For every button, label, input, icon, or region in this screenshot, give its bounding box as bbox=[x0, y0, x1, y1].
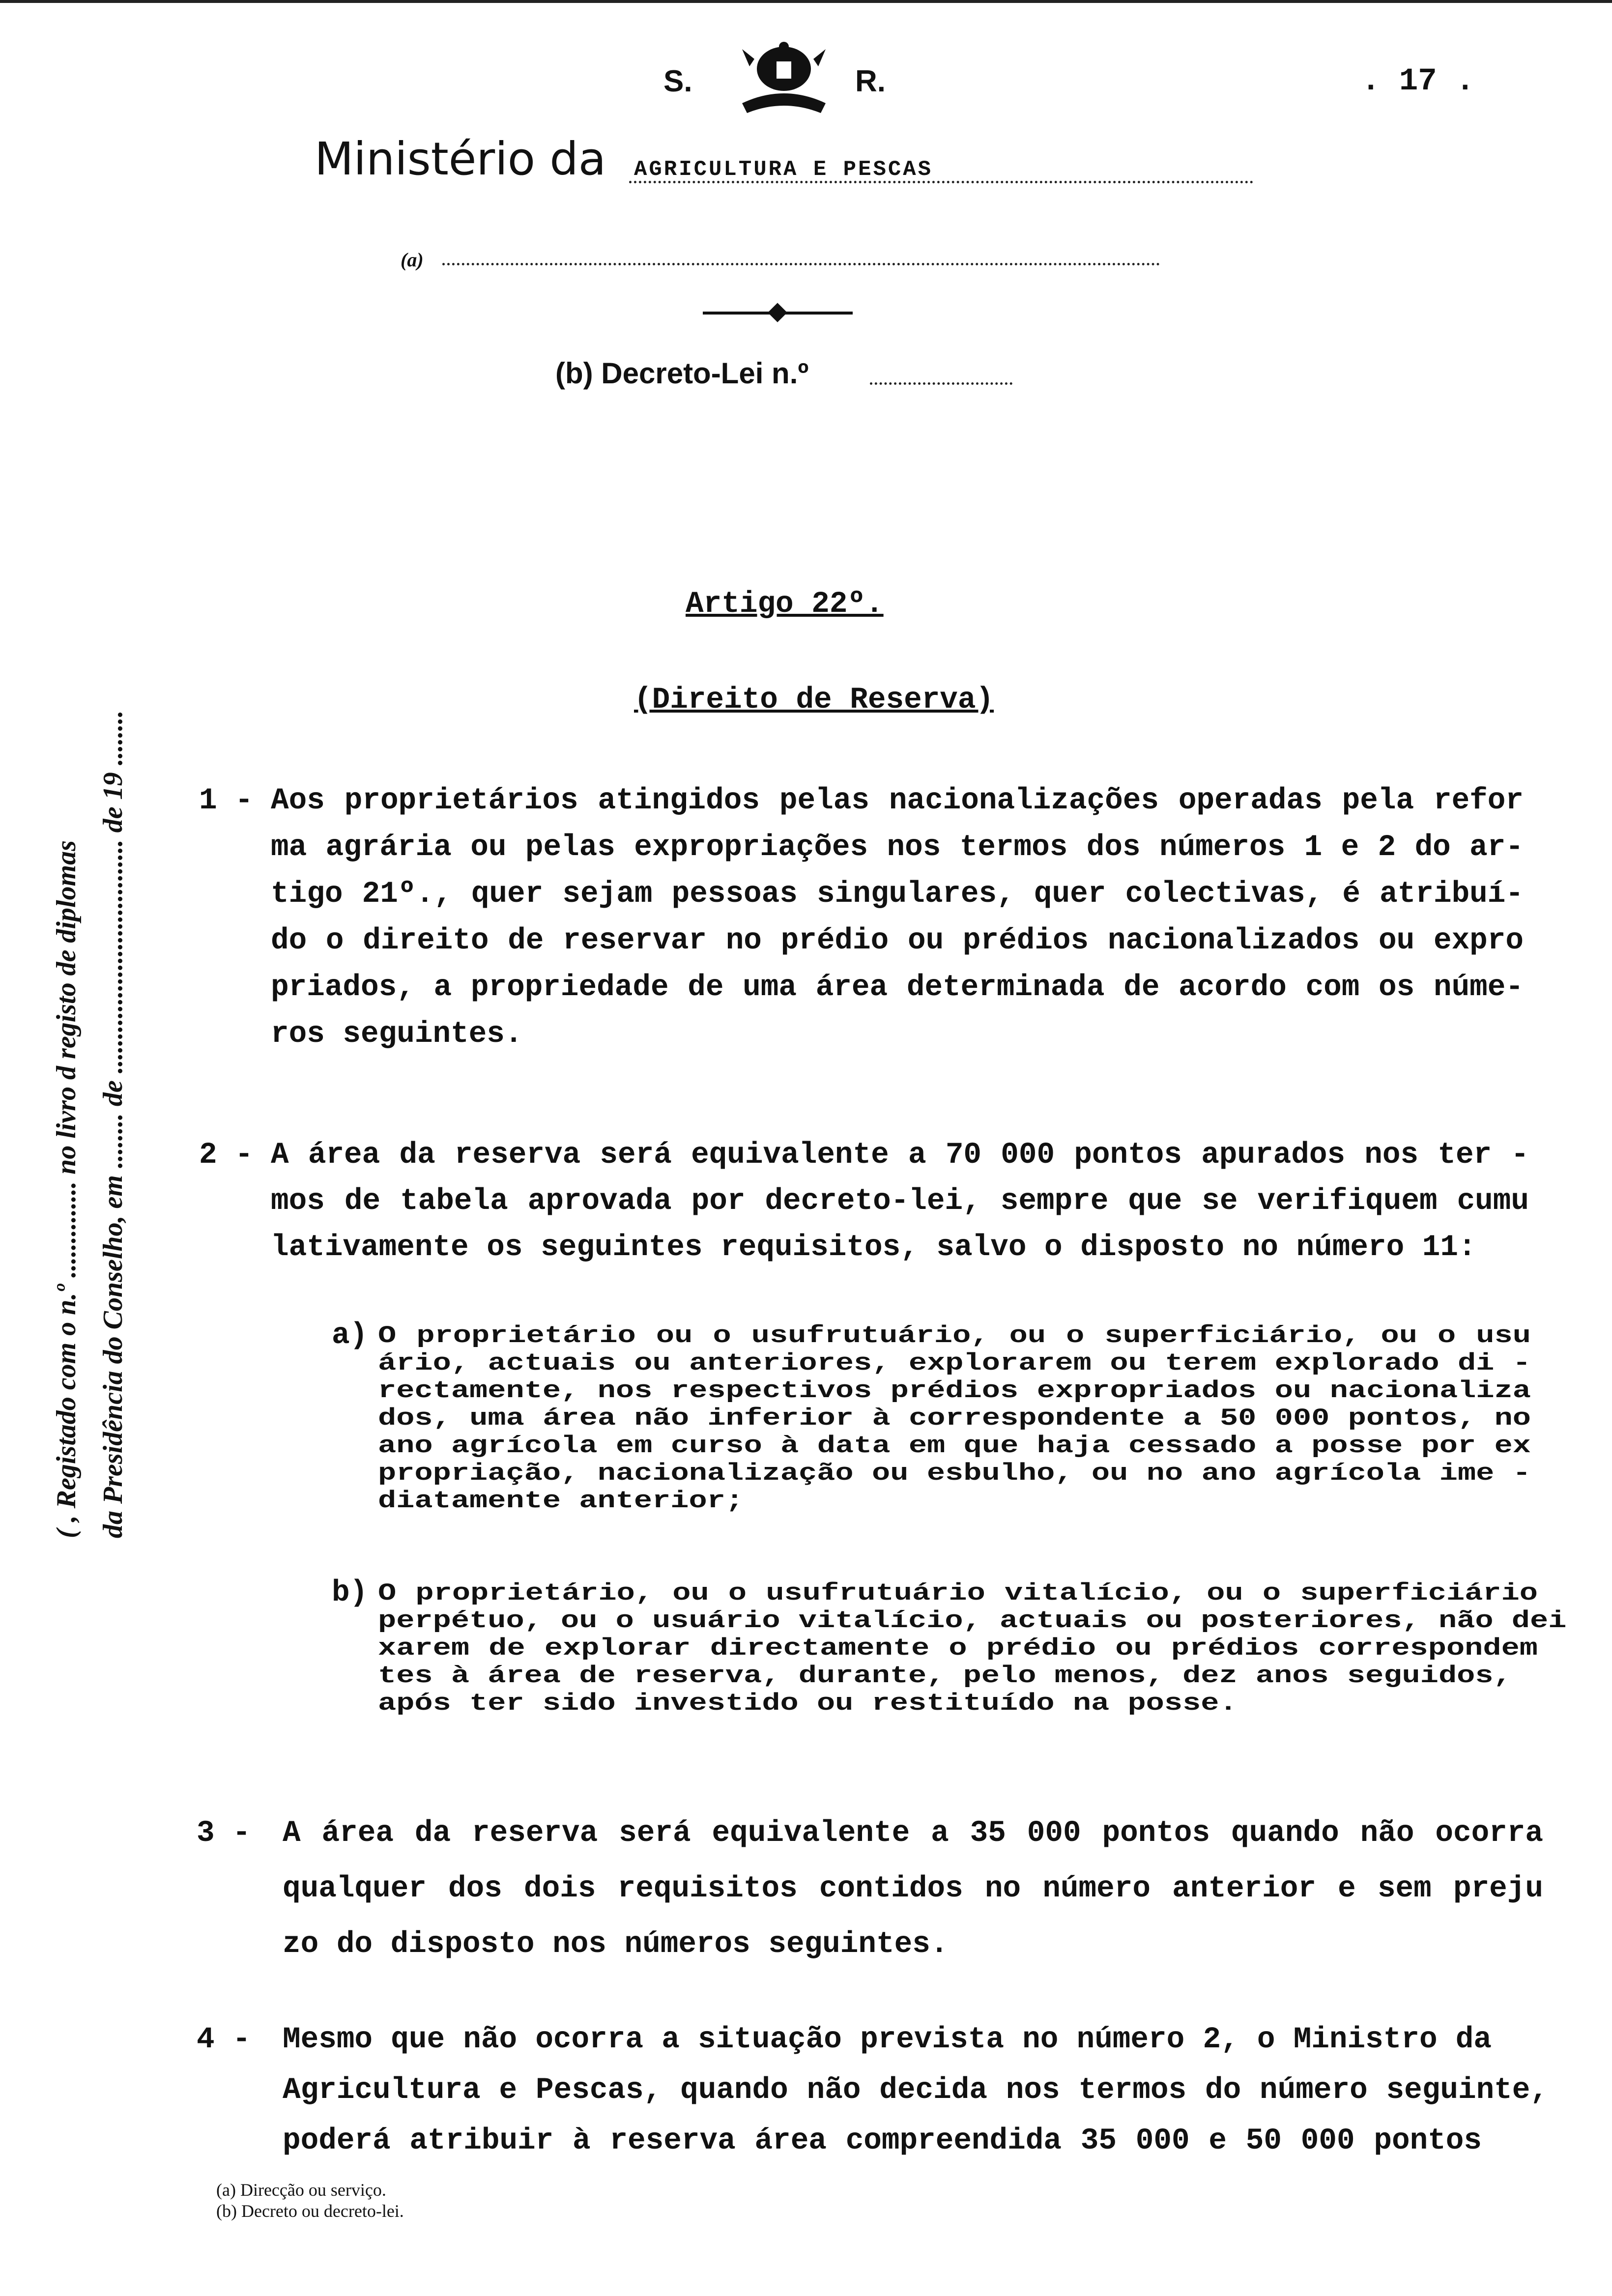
paragraph-number: 4 - bbox=[197, 2023, 251, 2057]
page-number: . 17 . bbox=[1361, 64, 1475, 99]
text-line: O proprietário ou o usufrutuário, ou o superficiário, ou o usu bbox=[378, 1321, 1531, 1349]
text-line: propriação, nacionalização ou esbulho, ou no ano agrícola ime - bbox=[378, 1459, 1531, 1487]
header-left-letter: S. bbox=[663, 64, 692, 98]
text-line: diatamente anterior; bbox=[378, 1487, 744, 1515]
text-line: após ter sido investido ou restituído na posse. bbox=[378, 1689, 1238, 1717]
field-a-label: (a) bbox=[401, 249, 424, 271]
paragraph-number: 2 - bbox=[199, 1138, 253, 1172]
ministry-name: AGRICULTURA E PESCAS bbox=[634, 157, 933, 182]
footnote-a: (a) Direcção ou serviço. bbox=[216, 2180, 386, 2200]
text-line: qualquer dos dois requisitos contidos no número anterior e sem preju bbox=[283, 1872, 1543, 1906]
text-line: A área da reserva será equivalente a 35 000 pontos quando não ocorra bbox=[283, 1816, 1543, 1850]
text-line: priados, a propriedade de uma área determinada de acordo com os núme- bbox=[271, 971, 1524, 1004]
text-line: ano agrícola em curso à data em que haja cessado a posse por ex bbox=[378, 1432, 1531, 1460]
text-line: do o direito de reservar no prédio ou prédios nacionalizados ou expro bbox=[271, 924, 1524, 958]
field-a-fill-line bbox=[442, 263, 1160, 265]
text-line: tes à área de reserva, durante, pelo menos, dez anos seguidos, bbox=[378, 1662, 1512, 1690]
ministry-fill-line bbox=[629, 181, 1253, 183]
text-line: zo do disposto nos números seguintes. bbox=[283, 1927, 949, 1961]
subitem-label: b) bbox=[332, 1576, 368, 1610]
footnote-b: (b) Decreto ou decreto-lei. bbox=[216, 2201, 404, 2221]
article-subtitle: (Direito de Reserva) bbox=[634, 683, 994, 717]
text-line: rectamente, nos respectivos prédios expropriados ou nacionaliza bbox=[378, 1377, 1531, 1405]
decree-label: (b) Decreto-Lei n.º bbox=[555, 357, 809, 390]
text-line: xarem de explorar directamente o prédio ou prédios correspondem bbox=[378, 1634, 1538, 1662]
coat-of-arms-emblem-icon bbox=[732, 39, 835, 118]
paragraph-number: 3 - bbox=[197, 1816, 251, 1850]
text-line: A área da reserva será equivalente a 70 000 pontos apurados nos ter - bbox=[271, 1138, 1529, 1172]
text-line: Agricultura e Pescas, quando não decida nos termos do número seguinte, bbox=[283, 2073, 1548, 2107]
margin-registration-line-2: da Presidência do Conselho, em ........ de .................................. de 19 ........ bbox=[98, 710, 128, 1538]
paragraph-number: 1 - bbox=[199, 784, 253, 818]
decree-number-fill-line bbox=[870, 382, 1012, 385]
scan-top-border bbox=[0, 0, 1612, 3]
subitem-label: a) bbox=[332, 1319, 368, 1352]
text-line: dos, uma área não inferior à correspondente a 50 000 pontos, no bbox=[378, 1404, 1531, 1432]
text-line: Aos proprietários atingidos pelas nacionalizações operadas pela refor bbox=[271, 784, 1524, 818]
divider-diamond-icon bbox=[768, 303, 787, 322]
ministry-prefix: Ministério da bbox=[315, 133, 606, 185]
text-line: Mesmo que não ocorra a situação prevista no número 2, o Ministro da bbox=[283, 2023, 1492, 2057]
article-title: Artigo 22º. bbox=[686, 587, 884, 621]
text-line: poderá atribuir à reserva área compreendida 35 000 e 50 000 pontos bbox=[283, 2124, 1482, 2158]
text-line: O proprietário, ou o usufrutuário vitalício, ou o superficiário bbox=[378, 1579, 1538, 1607]
margin-registration-line-1: ( , Registado com o n.º .............. no livro d registo de diplomas bbox=[51, 840, 82, 1538]
text-line: lativamente os seguintes requisitos, salvo o disposto no número 11: bbox=[271, 1231, 1476, 1264]
text-line: mos de tabela aprovada por decreto-lei, sempre que se verifiquem cumu bbox=[271, 1184, 1529, 1218]
text-line: tigo 21º., quer sejam pessoas singulares, quer colectivas, é atribuí- bbox=[271, 877, 1524, 911]
header-right-letter: R. bbox=[855, 64, 886, 98]
text-line: ma agrária ou pelas expropriações nos termos dos números 1 e 2 do ar- bbox=[271, 831, 1524, 864]
text-line: ros seguintes. bbox=[271, 1017, 523, 1051]
text-line: perpétuo, ou o usuário vitalício, actuais ou posteriores, não dei bbox=[378, 1607, 1567, 1635]
text-line: ário, actuais ou anteriores, explorarem ou terem explorado di - bbox=[378, 1349, 1531, 1377]
